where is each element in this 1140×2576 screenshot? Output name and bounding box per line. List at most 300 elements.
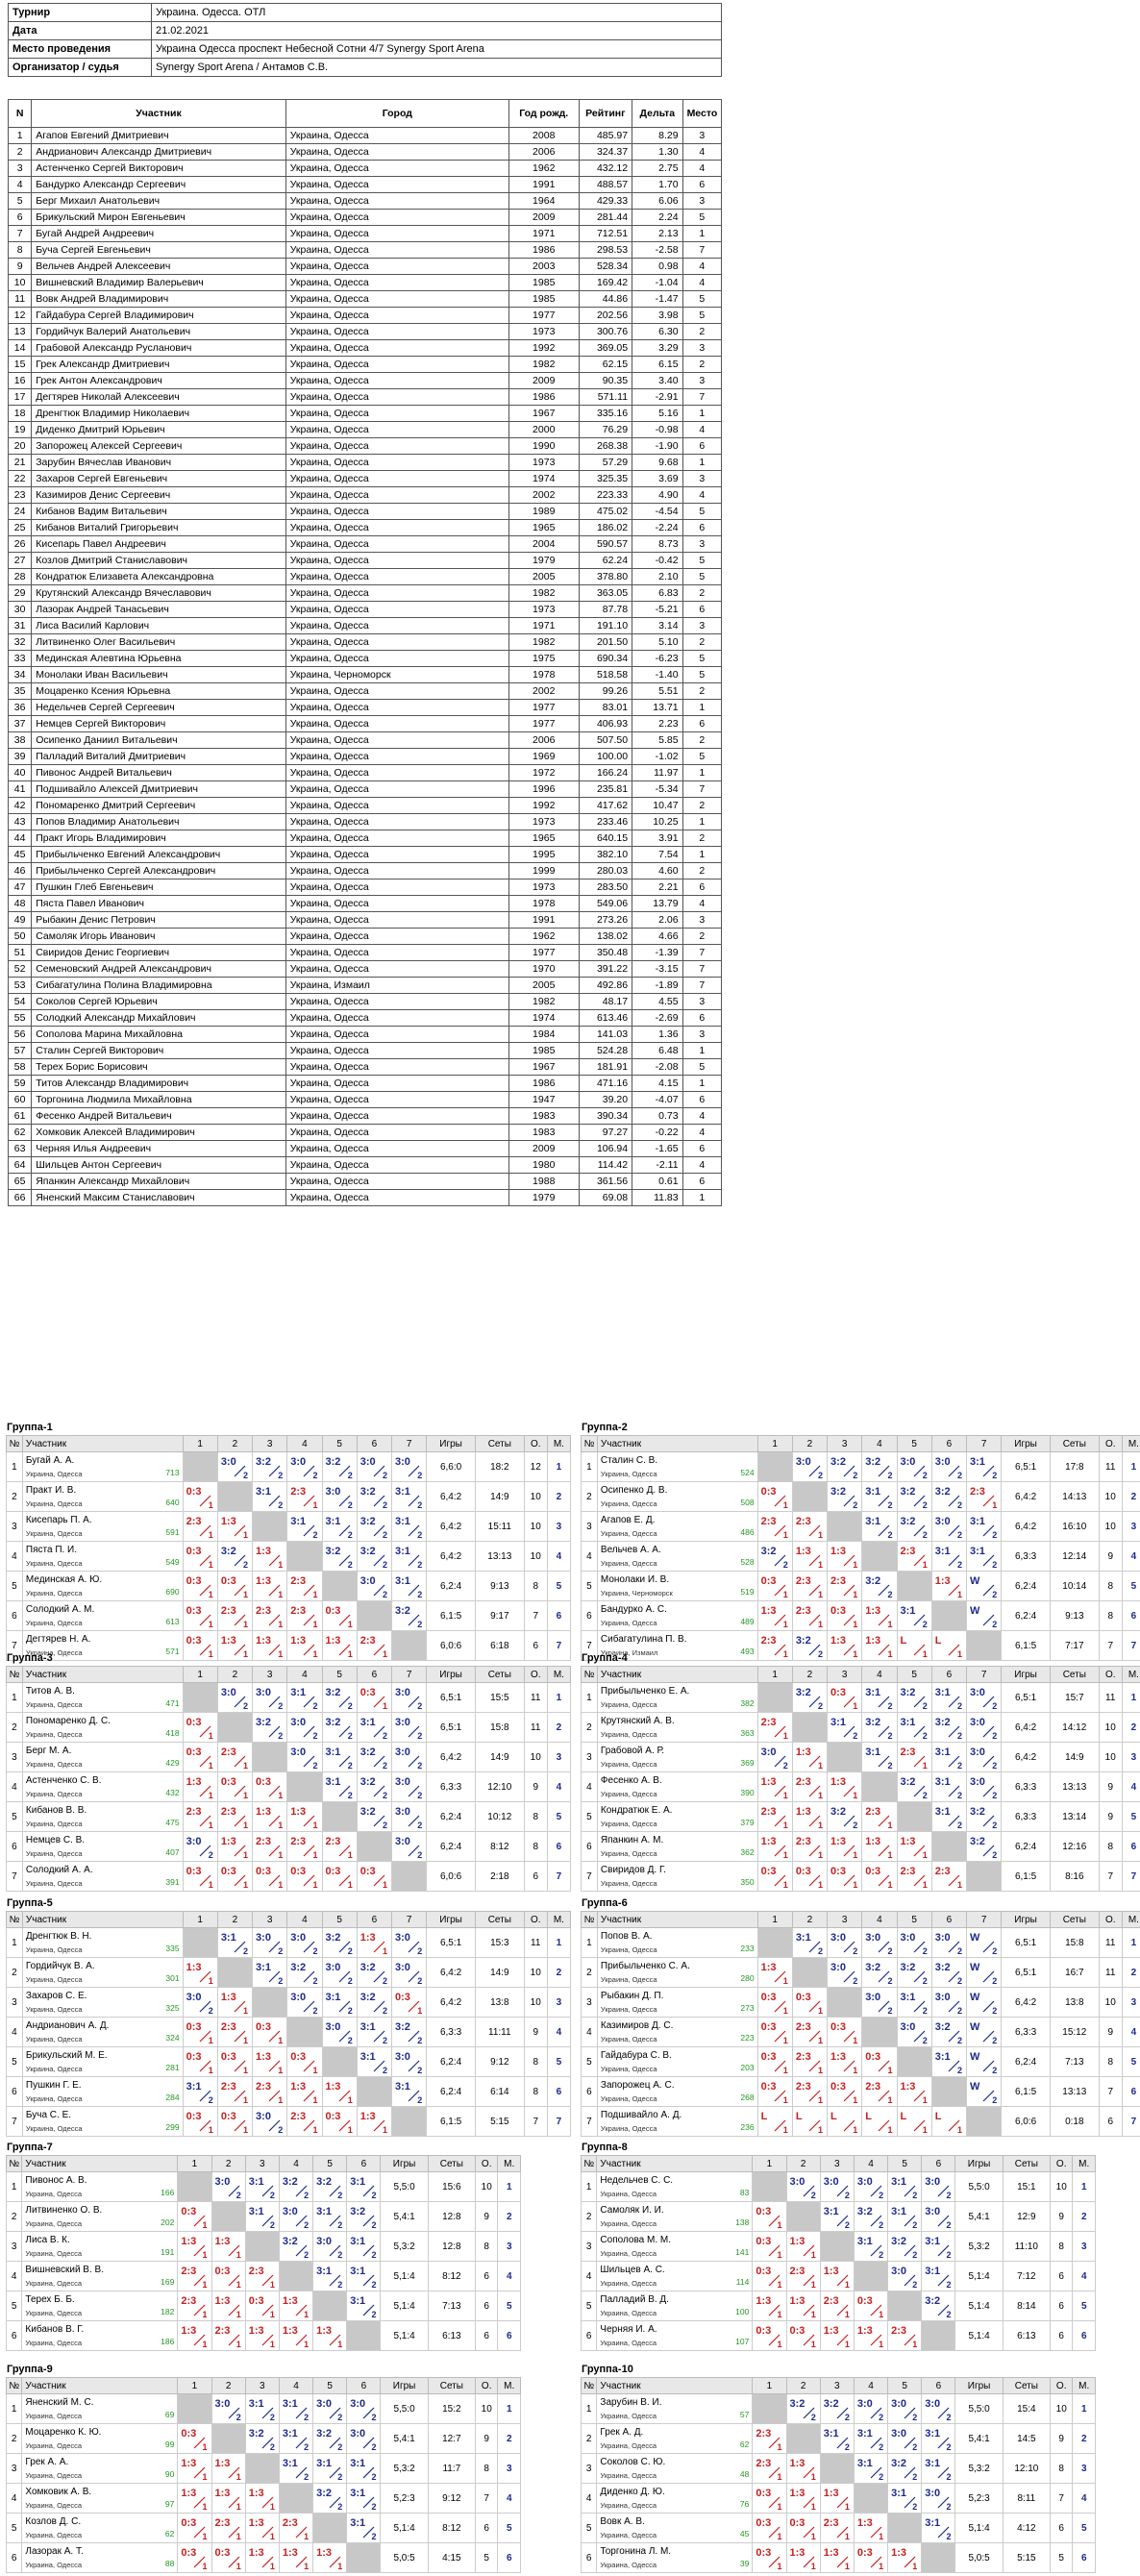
group-title: Группа-4 <box>582 1652 628 1664</box>
participant-cell: 1970 <box>508 961 579 978</box>
group-result-cell <box>757 2077 792 2107</box>
match-points: 2 <box>312 1761 318 1771</box>
group-games: 6,4:2 <box>1002 1512 1051 1542</box>
match-points: 2 <box>956 2036 962 2045</box>
participant-cell: Буча Сергей Евгеньевич <box>32 242 285 259</box>
participant-cell: Украина, Одесса <box>285 161 508 177</box>
match-score: 3:1 <box>969 1456 985 1468</box>
match-points: 1 <box>956 1649 962 1659</box>
group-games: 5,5:0 <box>955 2394 1003 2424</box>
column-header: Место <box>682 100 721 128</box>
group-self-cell <box>792 1482 827 1512</box>
match-points: 2 <box>337 2442 343 2452</box>
group-result-cell <box>253 1862 287 1892</box>
group-player-name: Захаров С. Е. <box>25 1991 87 2001</box>
group-sets: 12:8 <box>428 2202 475 2232</box>
match-points: 1 <box>782 2066 788 2075</box>
match-points: 2 <box>992 1976 998 1986</box>
match-score: 3:2 <box>359 1776 376 1788</box>
match-points: 1 <box>853 1880 858 1890</box>
participant-cell: 10.25 <box>632 814 682 830</box>
group-header-opponent: 4 <box>279 2378 312 2394</box>
match-points: 1 <box>208 1590 213 1599</box>
group-row-no: 3 <box>582 2232 597 2262</box>
participant-row <box>9 879 722 896</box>
participant-cell: Кибанов Виталий Григорьевич <box>32 520 285 536</box>
participant-cell: 5 <box>682 210 721 226</box>
group-header-opponent: 5 <box>888 2156 922 2172</box>
group-row <box>582 2202 1096 2232</box>
participant-cell: Украина, Одесса <box>285 1076 508 1092</box>
participant-cell: 9.68 <box>632 455 682 471</box>
group-result-cell <box>897 1958 931 1988</box>
group-points: 10 <box>1099 1482 1122 1512</box>
participant-cell: 1 <box>682 700 721 716</box>
match-score: 3:1 <box>925 2266 941 2277</box>
match-score: 3:0 <box>856 2176 873 2188</box>
match-score: 3:1 <box>934 1546 951 1557</box>
match-points: 1 <box>853 1791 858 1800</box>
group-player-city: Украина, Одесса <box>600 1879 657 1888</box>
group-result-cell <box>245 2262 279 2291</box>
match-points: 2 <box>278 1500 284 1510</box>
participant-cell: 1.30 <box>632 144 682 161</box>
match-score: 3:1 <box>969 1546 985 1557</box>
match-score: 0:3 <box>325 1605 341 1617</box>
group-place: 5 <box>1122 2047 1140 2077</box>
group-result-cell <box>211 2454 245 2484</box>
group-result-cell <box>217 2047 252 2077</box>
match-score: 3:2 <box>969 1806 985 1818</box>
column-header: Участник <box>32 100 285 128</box>
match-score: 3:0 <box>856 2398 873 2410</box>
participant-cell: 325.35 <box>579 471 632 487</box>
participant-cell: Украина, Одесса <box>285 814 508 830</box>
match-points: 2 <box>879 2472 884 2482</box>
group-result-cell <box>253 2107 287 2137</box>
match-score: 0:3 <box>756 2517 772 2529</box>
participant-cell: 590.57 <box>579 536 632 553</box>
match-points: 2 <box>382 1761 387 1771</box>
match-score: 1:3 <box>290 1806 307 1818</box>
match-score: 3:2 <box>325 1456 341 1468</box>
participant-cell: Андрианович Александр Дмитриевич <box>32 144 285 161</box>
participant-cell: 488.57 <box>579 177 632 193</box>
group-row <box>7 1452 571 1482</box>
group-games: 6,3:3 <box>1002 1802 1051 1832</box>
match-points: 1 <box>887 1620 893 1629</box>
match-score: 3:0 <box>925 2206 941 2217</box>
group-result-cell <box>357 1572 391 1601</box>
participant-cell: 59 <box>9 1076 32 1092</box>
group-result-cell <box>862 2047 897 2077</box>
match-points: 1 <box>777 2250 782 2260</box>
match-points: 1 <box>278 2095 284 2105</box>
match-score: 3:2 <box>900 1776 916 1788</box>
group-result-cell <box>854 2394 887 2424</box>
group-player-rating: 369 <box>740 1758 755 1768</box>
match-points: 1 <box>782 2006 788 2016</box>
group-result-cell <box>757 1601 792 1631</box>
group-title: Группа-5 <box>7 1897 53 1909</box>
info-key: Организатор / судья <box>9 59 152 77</box>
group-points: 10 <box>1099 1713 1122 1743</box>
group-player-city: Украина, Одесса <box>600 1945 657 1954</box>
match-points: 2 <box>946 2191 952 2200</box>
match-points: 1 <box>844 2310 850 2319</box>
group-place: 1 <box>1073 2394 1096 2424</box>
match-score: L <box>795 2111 803 2122</box>
group-player-city: Украина, Одесса <box>25 1700 83 1709</box>
participant-cell: 12 <box>9 308 32 324</box>
participant-cell: Украина, Измаил <box>285 978 508 994</box>
group-row <box>582 1743 1140 1772</box>
match-score: 0:3 <box>256 2021 271 2033</box>
group-games: 5,1:4 <box>381 2291 428 2321</box>
group-points: 8 <box>1099 1572 1122 1601</box>
group-games: 6,1:5 <box>427 2107 476 2137</box>
match-score: 3:0 <box>186 1992 202 2003</box>
group-result-cell <box>178 2424 211 2454</box>
match-score: 1:3 <box>795 1546 811 1557</box>
group-header-o: О. <box>524 1436 547 1452</box>
group-result-cell <box>211 2262 245 2291</box>
group-player-name: Кондратюк Е. А. <box>600 1805 673 1816</box>
group-points: 10 <box>475 2394 497 2424</box>
match-score: 3:1 <box>248 2176 264 2188</box>
group-player-rating: 486 <box>740 1527 755 1537</box>
match-score: 3:1 <box>350 2176 366 2188</box>
match-points: 2 <box>417 1590 423 1599</box>
group-result-cell <box>792 2018 827 2047</box>
group-player-city: Украина, Одесса <box>25 1589 83 1598</box>
group-games: 5,1:4 <box>955 2321 1003 2351</box>
group-self-cell <box>931 1601 966 1631</box>
group-header-opponent: 3 <box>253 1667 287 1683</box>
info-value: 21.02.2021 <box>152 22 722 40</box>
group-result-cell <box>347 2232 381 2262</box>
match-points: 1 <box>782 1620 788 1629</box>
participant-cell: Гайдабура Сергей Владимирович <box>32 308 285 324</box>
match-points: 1 <box>208 1791 213 1800</box>
match-score: 3:0 <box>934 1456 951 1468</box>
group-result-cell <box>753 2321 786 2351</box>
match-points: 1 <box>202 2310 208 2319</box>
group-player-city: Украина, Одесса <box>25 2561 83 2569</box>
group-table-3 <box>6 1651 571 1892</box>
group-player-rating: 76 <box>739 2499 750 2509</box>
match-score: 0:3 <box>394 1992 410 2003</box>
match-score: 2:3 <box>891 2325 906 2337</box>
match-score: 1:3 <box>256 1635 271 1647</box>
match-score: L <box>900 2111 907 2122</box>
match-score: 1:3 <box>823 2325 839 2337</box>
info-key: Место проведения <box>9 40 152 59</box>
group-player <box>597 2172 753 2202</box>
match-points: 2 <box>922 1620 928 1629</box>
match-points: 2 <box>887 1946 893 1956</box>
group-player-rating: 475 <box>165 1818 180 1827</box>
match-score: 2:3 <box>290 2111 307 2122</box>
participant-cell: Гордийчук Валерий Анатольевич <box>32 324 285 340</box>
participant-row <box>9 1043 722 1059</box>
group-sets: 12:9 <box>1003 2202 1050 2232</box>
group-header-opponent: 5 <box>313 2156 347 2172</box>
group-row <box>7 1832 571 1862</box>
match-points: 2 <box>844 2442 850 2452</box>
group-player-rating: 299 <box>165 2122 180 2132</box>
participant-cell: 34 <box>9 667 32 683</box>
group-result-cell <box>245 2321 279 2351</box>
match-points: 1 <box>278 1649 284 1659</box>
match-points: 1 <box>853 2066 858 2075</box>
group-player <box>597 2202 753 2232</box>
group-result-cell <box>253 1802 287 1832</box>
group-row <box>7 2262 521 2291</box>
group-result-cell <box>966 1928 1001 1958</box>
match-points: 2 <box>887 1590 893 1599</box>
match-points: 2 <box>371 2191 377 2200</box>
group-header-name: Участник <box>597 1912 757 1928</box>
group-games: 5,4:1 <box>955 2202 1003 2232</box>
match-score: 3:0 <box>394 1836 410 1847</box>
match-points: 1 <box>269 2532 275 2541</box>
group-result-cell <box>888 2202 922 2232</box>
group-player <box>597 2107 757 2137</box>
group-header-no: № <box>582 1436 598 1452</box>
match-score: 1:3 <box>220 1992 236 2003</box>
match-points: 1 <box>844 2340 850 2349</box>
participant-cell: 26 <box>9 536 32 553</box>
match-points: 2 <box>922 1946 928 1956</box>
match-points: 1 <box>278 1560 284 1570</box>
group-player-city: Украина, Одесса <box>600 1559 657 1568</box>
match-points: 1 <box>777 2562 782 2571</box>
group-player-rating: 613 <box>165 1617 180 1626</box>
participant-cell: Украина, Одесса <box>285 634 508 651</box>
group-games: 6,4:2 <box>1002 1713 1051 1743</box>
group-header-opponent: 2 <box>786 2156 820 2172</box>
match-score: 2:3 <box>256 2081 271 2093</box>
group-result-cell <box>217 1512 252 1542</box>
match-points: 2 <box>243 1471 249 1480</box>
match-points: 2 <box>879 2442 884 2452</box>
group-self-cell <box>897 1802 931 1832</box>
group-place: 5 <box>1122 1572 1140 1601</box>
match-score: 2:3 <box>795 2021 811 2033</box>
match-score: 3:0 <box>290 1932 307 1944</box>
match-score: 1:3 <box>795 1806 811 1818</box>
group-self-cell <box>828 1988 862 2018</box>
match-score: 1:3 <box>282 2325 298 2337</box>
match-points: 1 <box>810 2562 816 2571</box>
group-row-no: 7 <box>7 1862 23 1892</box>
match-score: 1:3 <box>325 1635 341 1647</box>
match-score: 3:2 <box>900 1486 916 1498</box>
group-row <box>582 1832 1140 1862</box>
group-header-opponent: 4 <box>287 1436 322 1452</box>
participant-cell: 4 <box>682 275 721 291</box>
match-points: 1 <box>243 1791 249 1800</box>
group-row-no: 1 <box>7 1683 23 1713</box>
group-result-cell <box>828 2077 862 2107</box>
group-sets: 15:5 <box>475 1683 524 1713</box>
group-games: 6,4:2 <box>1002 1743 1051 1772</box>
match-score: 1:3 <box>760 1605 777 1617</box>
match-points: 1 <box>782 1850 788 1860</box>
group-player-city: Украина, Одесса <box>25 1879 83 1888</box>
group-points: 8 <box>524 2047 547 2077</box>
group-player <box>22 1452 183 1482</box>
participant-cell: 169.42 <box>579 275 632 291</box>
participant-cell: Прибыльченко Евгений Александрович <box>32 847 285 863</box>
group-header-o: О. <box>1099 1436 1122 1452</box>
group-row <box>7 1743 571 1772</box>
group-result-cell <box>217 1832 252 1862</box>
group-header-name: Участник <box>22 1667 183 1683</box>
match-points: 1 <box>382 2125 387 2135</box>
match-score: 3:0 <box>290 1717 307 1728</box>
group-self-cell <box>287 1772 322 1802</box>
group-self-cell <box>931 2077 966 2107</box>
group-sets: 15:7 <box>1050 1683 1099 1713</box>
group-self-cell <box>922 2321 955 2351</box>
group-player-city: Украина, Одесса <box>600 2249 657 2258</box>
group-result-cell <box>322 1772 357 1802</box>
group-games: 6,1:5 <box>1002 2077 1051 2107</box>
group-header-m: М. <box>1122 1436 1140 1452</box>
participant-row <box>9 128 722 144</box>
match-score: 3:0 <box>220 1456 236 1468</box>
match-points: 1 <box>818 2066 824 2075</box>
participant-cell: 2002 <box>508 683 579 700</box>
match-points: 2 <box>312 1731 318 1741</box>
group-player-rating: 107 <box>735 2337 750 2346</box>
participant-cell: 3 <box>682 994 721 1010</box>
group-player <box>597 2291 753 2321</box>
match-points: 1 <box>202 2472 208 2482</box>
match-points: 2 <box>304 2442 310 2452</box>
match-points: 1 <box>235 2532 241 2541</box>
participant-cell: 1989 <box>508 504 579 520</box>
group-result-cell <box>391 2047 426 2077</box>
participant-cell: 83.01 <box>579 700 632 716</box>
participant-cell: Украина, Одесса <box>285 291 508 308</box>
match-points: 2 <box>417 1731 423 1741</box>
participant-row <box>9 1027 722 1043</box>
group-result-cell <box>820 2202 854 2232</box>
participant-cell: -1.47 <box>632 291 682 308</box>
participant-cell: -1.90 <box>632 438 682 455</box>
match-score: 1:3 <box>181 2236 197 2247</box>
match-points: 2 <box>417 2066 423 2075</box>
match-score: 1:3 <box>256 1806 271 1818</box>
match-points: 2 <box>417 1821 423 1830</box>
group-result-cell <box>178 2262 211 2291</box>
match-points: 2 <box>853 1500 858 1510</box>
participant-cell: 2 <box>682 585 721 602</box>
match-points: 1 <box>818 1791 824 1800</box>
participant-cell: -1.65 <box>632 1141 682 1157</box>
match-points: 1 <box>269 2502 275 2512</box>
group-points: 9 <box>1050 2202 1072 2232</box>
participant-cell: 5 <box>682 651 721 667</box>
participant-cell: 4 <box>682 161 721 177</box>
participant-cell: 36 <box>9 700 32 716</box>
participant-row <box>9 1108 722 1125</box>
group-result-cell <box>922 2424 955 2454</box>
group-result-cell <box>931 1958 966 1988</box>
match-points: 1 <box>853 2095 858 2105</box>
participant-cell: Украина, Одесса <box>285 716 508 732</box>
group-result-cell <box>888 2394 922 2424</box>
group-sets: 9:13 <box>1050 1601 1099 1631</box>
group-result-cell <box>753 2262 786 2291</box>
group-row <box>582 1862 1140 1892</box>
group-header-sets: Сеты <box>428 2156 475 2172</box>
group-result-cell <box>211 2232 245 2262</box>
group-games: 6,5:1 <box>427 1928 476 1958</box>
match-points: 1 <box>202 2220 208 2230</box>
match-score: 3:2 <box>394 1605 410 1617</box>
group-result-cell <box>828 1572 862 1601</box>
group-result-cell <box>966 1601 1001 1631</box>
participant-row <box>9 536 722 553</box>
group-row-no: 3 <box>582 1988 598 2018</box>
group-result-cell <box>931 1862 966 1892</box>
participant-cell: Украина, Одесса <box>285 1108 508 1125</box>
group-result-cell <box>862 1572 897 1601</box>
group-points: 10 <box>1050 2394 1072 2424</box>
participant-cell: Япанкин Александр Михайлович <box>32 1174 285 1190</box>
participant-cell: 613.46 <box>579 1010 632 1027</box>
group-result-cell <box>279 2232 312 2262</box>
participant-cell: 29 <box>9 585 32 602</box>
participant-cell: Недельчев Сергей Сергеевич <box>32 700 285 716</box>
group-points: 7 <box>1099 2077 1122 2107</box>
match-points: 2 <box>382 2066 387 2075</box>
group-player-name: Берг М. А. <box>25 1746 72 1756</box>
match-points: 2 <box>853 1976 858 1986</box>
participant-cell: Украина, Одесса <box>285 830 508 847</box>
group-result-cell <box>828 1928 862 1958</box>
group-player-rating: 429 <box>165 1758 180 1768</box>
participant-cell: Украина, Одесса <box>285 945 508 961</box>
group-sets: 9:12 <box>428 2484 475 2514</box>
participant-row <box>9 210 722 226</box>
group-player-rating: 493 <box>740 1647 755 1656</box>
participant-cell: 1 <box>682 765 721 781</box>
participant-cell: 6 <box>682 1092 721 1108</box>
match-points: 2 <box>922 1530 928 1540</box>
group-sets: 14:9 <box>475 1743 524 1772</box>
group-result-cell <box>391 1802 426 1832</box>
match-points: 1 <box>810 2532 816 2541</box>
participant-cell: 363.05 <box>579 585 632 602</box>
group-player-city: Украина, Одесса <box>600 2279 657 2288</box>
participant-cell: 2003 <box>508 259 579 275</box>
participant-cell: Украина, Одесса <box>285 798 508 814</box>
group-header-no: № <box>582 1912 598 1928</box>
match-score: 1:3 <box>789 2547 805 2559</box>
participant-cell: Украина, Одесса <box>285 210 508 226</box>
participant-cell: Казимиров Денис Сергеевич <box>32 487 285 504</box>
group-result-cell <box>897 1601 931 1631</box>
group-player-rating: 268 <box>740 2093 755 2102</box>
group-result-cell <box>931 1452 966 1482</box>
group-result-cell <box>391 1542 426 1572</box>
match-score: L <box>900 1635 907 1647</box>
